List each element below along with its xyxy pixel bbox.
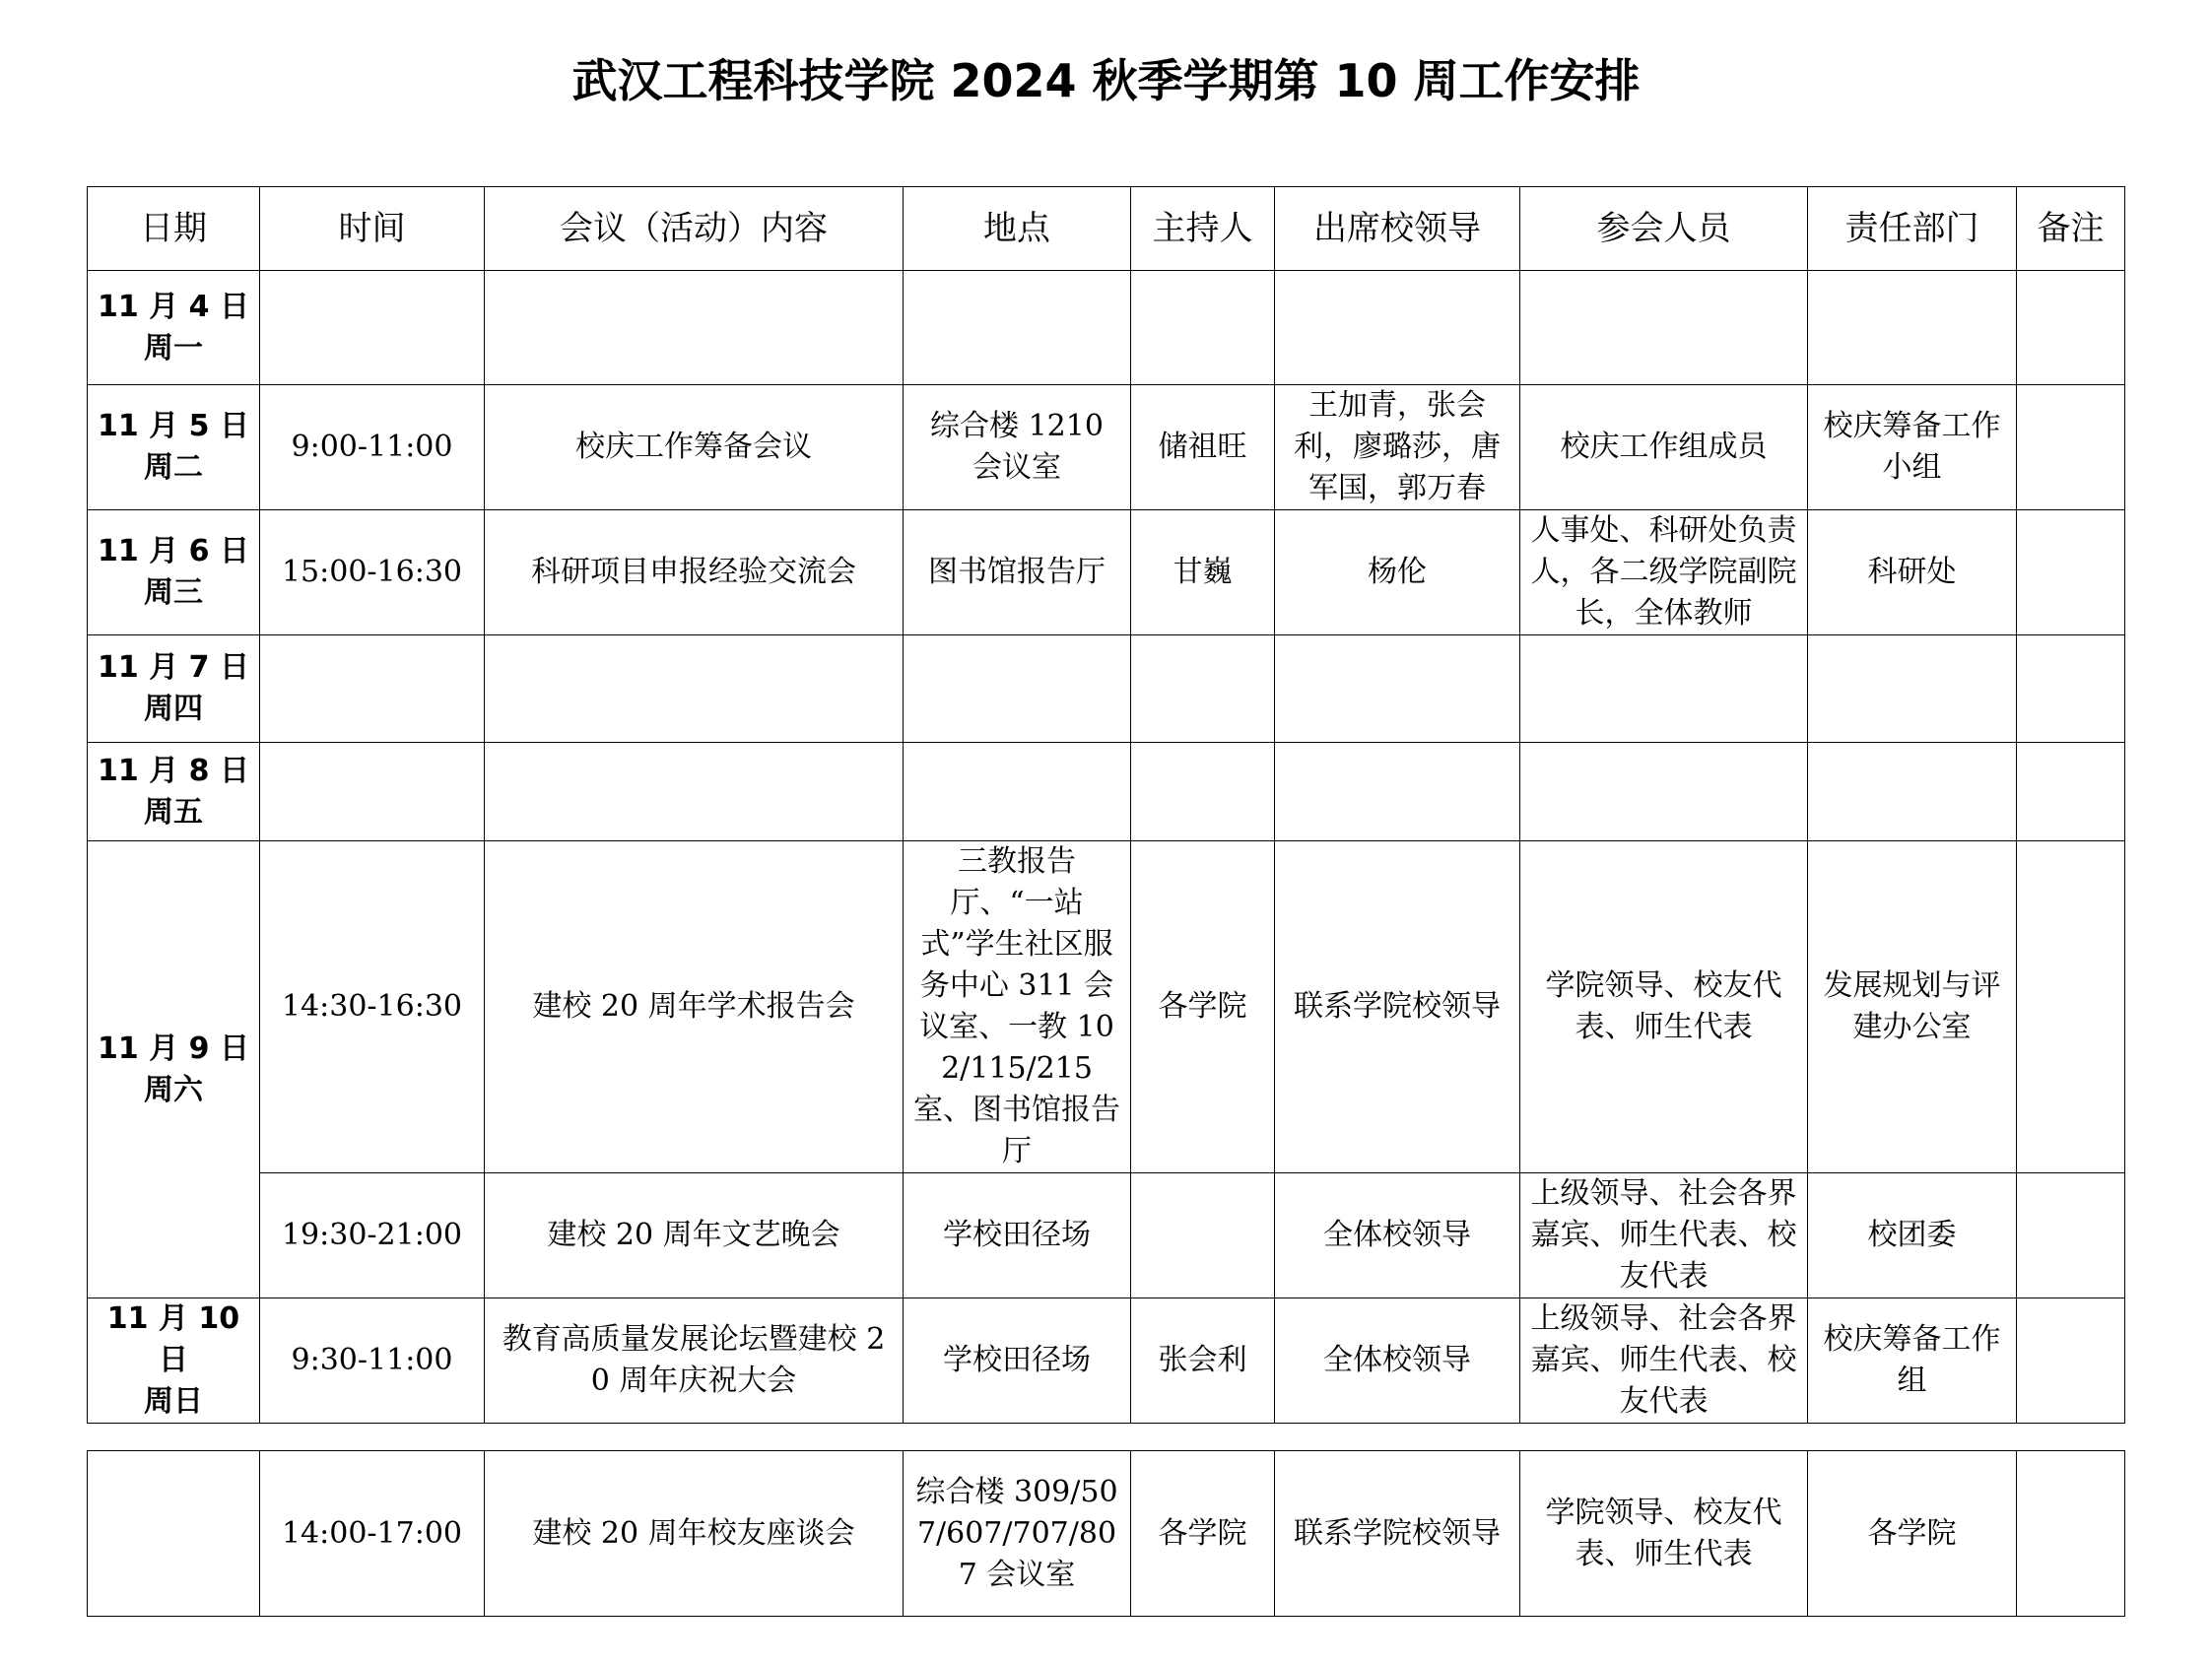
host-cell: 张会利 [1131,1298,1275,1424]
department-cell: 校团委 [1808,1173,2017,1298]
time-cell [260,743,485,841]
table-row [88,1298,2125,1424]
date-cell [88,1298,260,1424]
host-cell: 各学院 [1131,1451,1275,1617]
host-cell [1131,635,1275,743]
leaders-cell [1275,271,1520,385]
leaders-cell: 全体校领导 [1275,1173,1520,1298]
weekday-text: 周五 [144,794,203,830]
attendees-cell: 人事处、科研处负责人，各二级学院副院长，全体教师 [1520,510,1808,635]
date-text: 11 月 4 日 [98,289,249,324]
host-cell: 储祖旺 [1131,385,1275,510]
date-cell [88,743,260,841]
date-text: 11 月 8 日 [98,753,249,788]
leaders-cell: 联系学院校领导 [1275,1451,1520,1617]
time-cell: 19:30-21:00 [260,1173,485,1298]
attendees-cell [1520,271,1808,385]
schedule-table [87,186,2125,1424]
date-text: 11 月 7 日 [98,650,249,685]
date-text: 11 月 9 日 [98,1031,249,1066]
content-cell [485,271,904,385]
header-department: 责任部门 [1808,187,2017,271]
header-time: 时间 [260,187,485,271]
department-cell [1808,271,2017,385]
attendees-cell: 上级领导、社会各界嘉宾、师生代表、校友代表 [1520,1298,1808,1424]
location-cell: 三教报告厅、“一站式”学生社区服务中心 311 会议室、一教 102/115/215 室、图书馆报告厅 [904,841,1131,1173]
weekday-text: 周六 [144,1072,203,1107]
table-row [88,635,2125,743]
content-cell: 建校 20 周年校友座谈会 [485,1451,904,1617]
remark-cell [2017,635,2125,743]
header-date: 日期 [88,187,260,271]
location-cell: 学校田径场 [904,1298,1131,1424]
date-text: 11 月 5 日 [98,409,249,443]
page-title: 武汉工程科技学院 2024 秋季学期第 10 周工作安排 [571,54,1641,107]
content-cell: 建校 20 周年学术报告会 [485,841,904,1173]
table-row [88,743,2125,841]
table-row [88,1451,2125,1617]
location-cell [904,635,1131,743]
time-cell: 14:30-16:30 [260,841,485,1173]
location-cell [904,743,1131,841]
remark-cell [2017,385,2125,510]
location-cell [904,271,1131,385]
header-remark: 备注 [2017,187,2125,271]
table-row [88,271,2125,385]
remark-cell [2017,510,2125,635]
department-cell [1808,743,2017,841]
attendees-cell: 校庆工作组成员 [1520,385,1808,510]
date-text: 11 月 10 日 [106,1301,240,1377]
remark-cell [2017,1451,2125,1617]
date-cell [88,635,260,743]
host-cell [1131,743,1275,841]
continuation-table [87,1450,2125,1617]
weekday-text: 周四 [144,692,203,726]
weekday-text: 周三 [144,575,203,610]
header-location: 地点 [904,187,1131,271]
date-cell [88,510,260,635]
leaders-cell [1275,743,1520,841]
date-cell [88,1451,260,1617]
remark-cell [2017,743,2125,841]
content-cell: 科研项目申报经验交流会 [485,510,904,635]
time-cell: 9:30-11:00 [260,1298,485,1424]
host-cell [1131,271,1275,385]
host-cell: 甘巍 [1131,510,1275,635]
weekday-text: 周二 [144,450,203,485]
attendees-cell: 学院领导、校友代表、师生代表 [1520,1451,1808,1617]
remark-cell [2017,271,2125,385]
content-cell: 建校 20 周年文艺晚会 [485,1173,904,1298]
location-cell: 学校田径场 [904,1173,1131,1298]
time-cell: 15:00-16:30 [260,510,485,635]
location-cell: 图书馆报告厅 [904,510,1131,635]
location-cell: 综合楼 309/507/607/707/807 会议室 [904,1451,1131,1617]
department-cell: 科研处 [1808,510,2017,635]
time-cell: 9:00-11:00 [260,385,485,510]
header-host: 主持人 [1131,187,1275,271]
table-row [88,385,2125,510]
table-row [88,841,2125,1173]
leaders-cell: 杨伦 [1275,510,1520,635]
location-cell: 综合楼 1210 会议室 [904,385,1131,510]
content-cell [485,743,904,841]
time-cell: 14:00-17:00 [260,1451,485,1617]
department-cell [1808,635,2017,743]
leaders-cell: 全体校领导 [1275,1298,1520,1424]
time-cell [260,635,485,743]
content-cell [485,635,904,743]
department-cell: 发展规划与评建办公室 [1808,841,2017,1173]
department-cell: 校庆筹备工作组 [1808,1298,2017,1424]
date-cell [88,841,260,1298]
header-leaders: 出席校领导 [1275,187,1520,271]
content-cell: 校庆工作筹备会议 [485,385,904,510]
content-cell: 教育高质量发展论坛暨建校 20 周年庆祝大会 [485,1298,904,1424]
leaders-cell [1275,635,1520,743]
date-text: 11 月 6 日 [98,534,249,568]
header-attendees: 参会人员 [1520,187,1808,271]
host-cell [1131,1173,1275,1298]
table-row [88,510,2125,635]
time-cell [260,271,485,385]
attendees-cell: 上级领导、社会各界嘉宾、师生代表、校友代表 [1520,1173,1808,1298]
attendees-cell [1520,743,1808,841]
department-cell: 校庆筹备工作小组 [1808,385,2017,510]
attendees-cell: 学院领导、校友代表、师生代表 [1520,841,1808,1173]
date-cell [88,271,260,385]
department-cell: 各学院 [1808,1451,2017,1617]
leaders-cell: 联系学院校领导 [1275,841,1520,1173]
table-row [88,1173,2125,1298]
remark-cell [2017,1173,2125,1298]
header-content: 会议（活动）内容 [485,187,904,271]
weekday-text: 周一 [144,330,203,366]
date-cell [88,385,260,510]
weekday-text: 周日 [144,1384,203,1419]
host-cell: 各学院 [1131,841,1275,1173]
remark-cell [2017,1298,2125,1424]
leaders-cell: 王加青，张会利，廖璐莎，唐军国，郭万春 [1275,385,1520,510]
attendees-cell [1520,635,1808,743]
remark-cell [2017,841,2125,1173]
header-row [88,187,2125,271]
